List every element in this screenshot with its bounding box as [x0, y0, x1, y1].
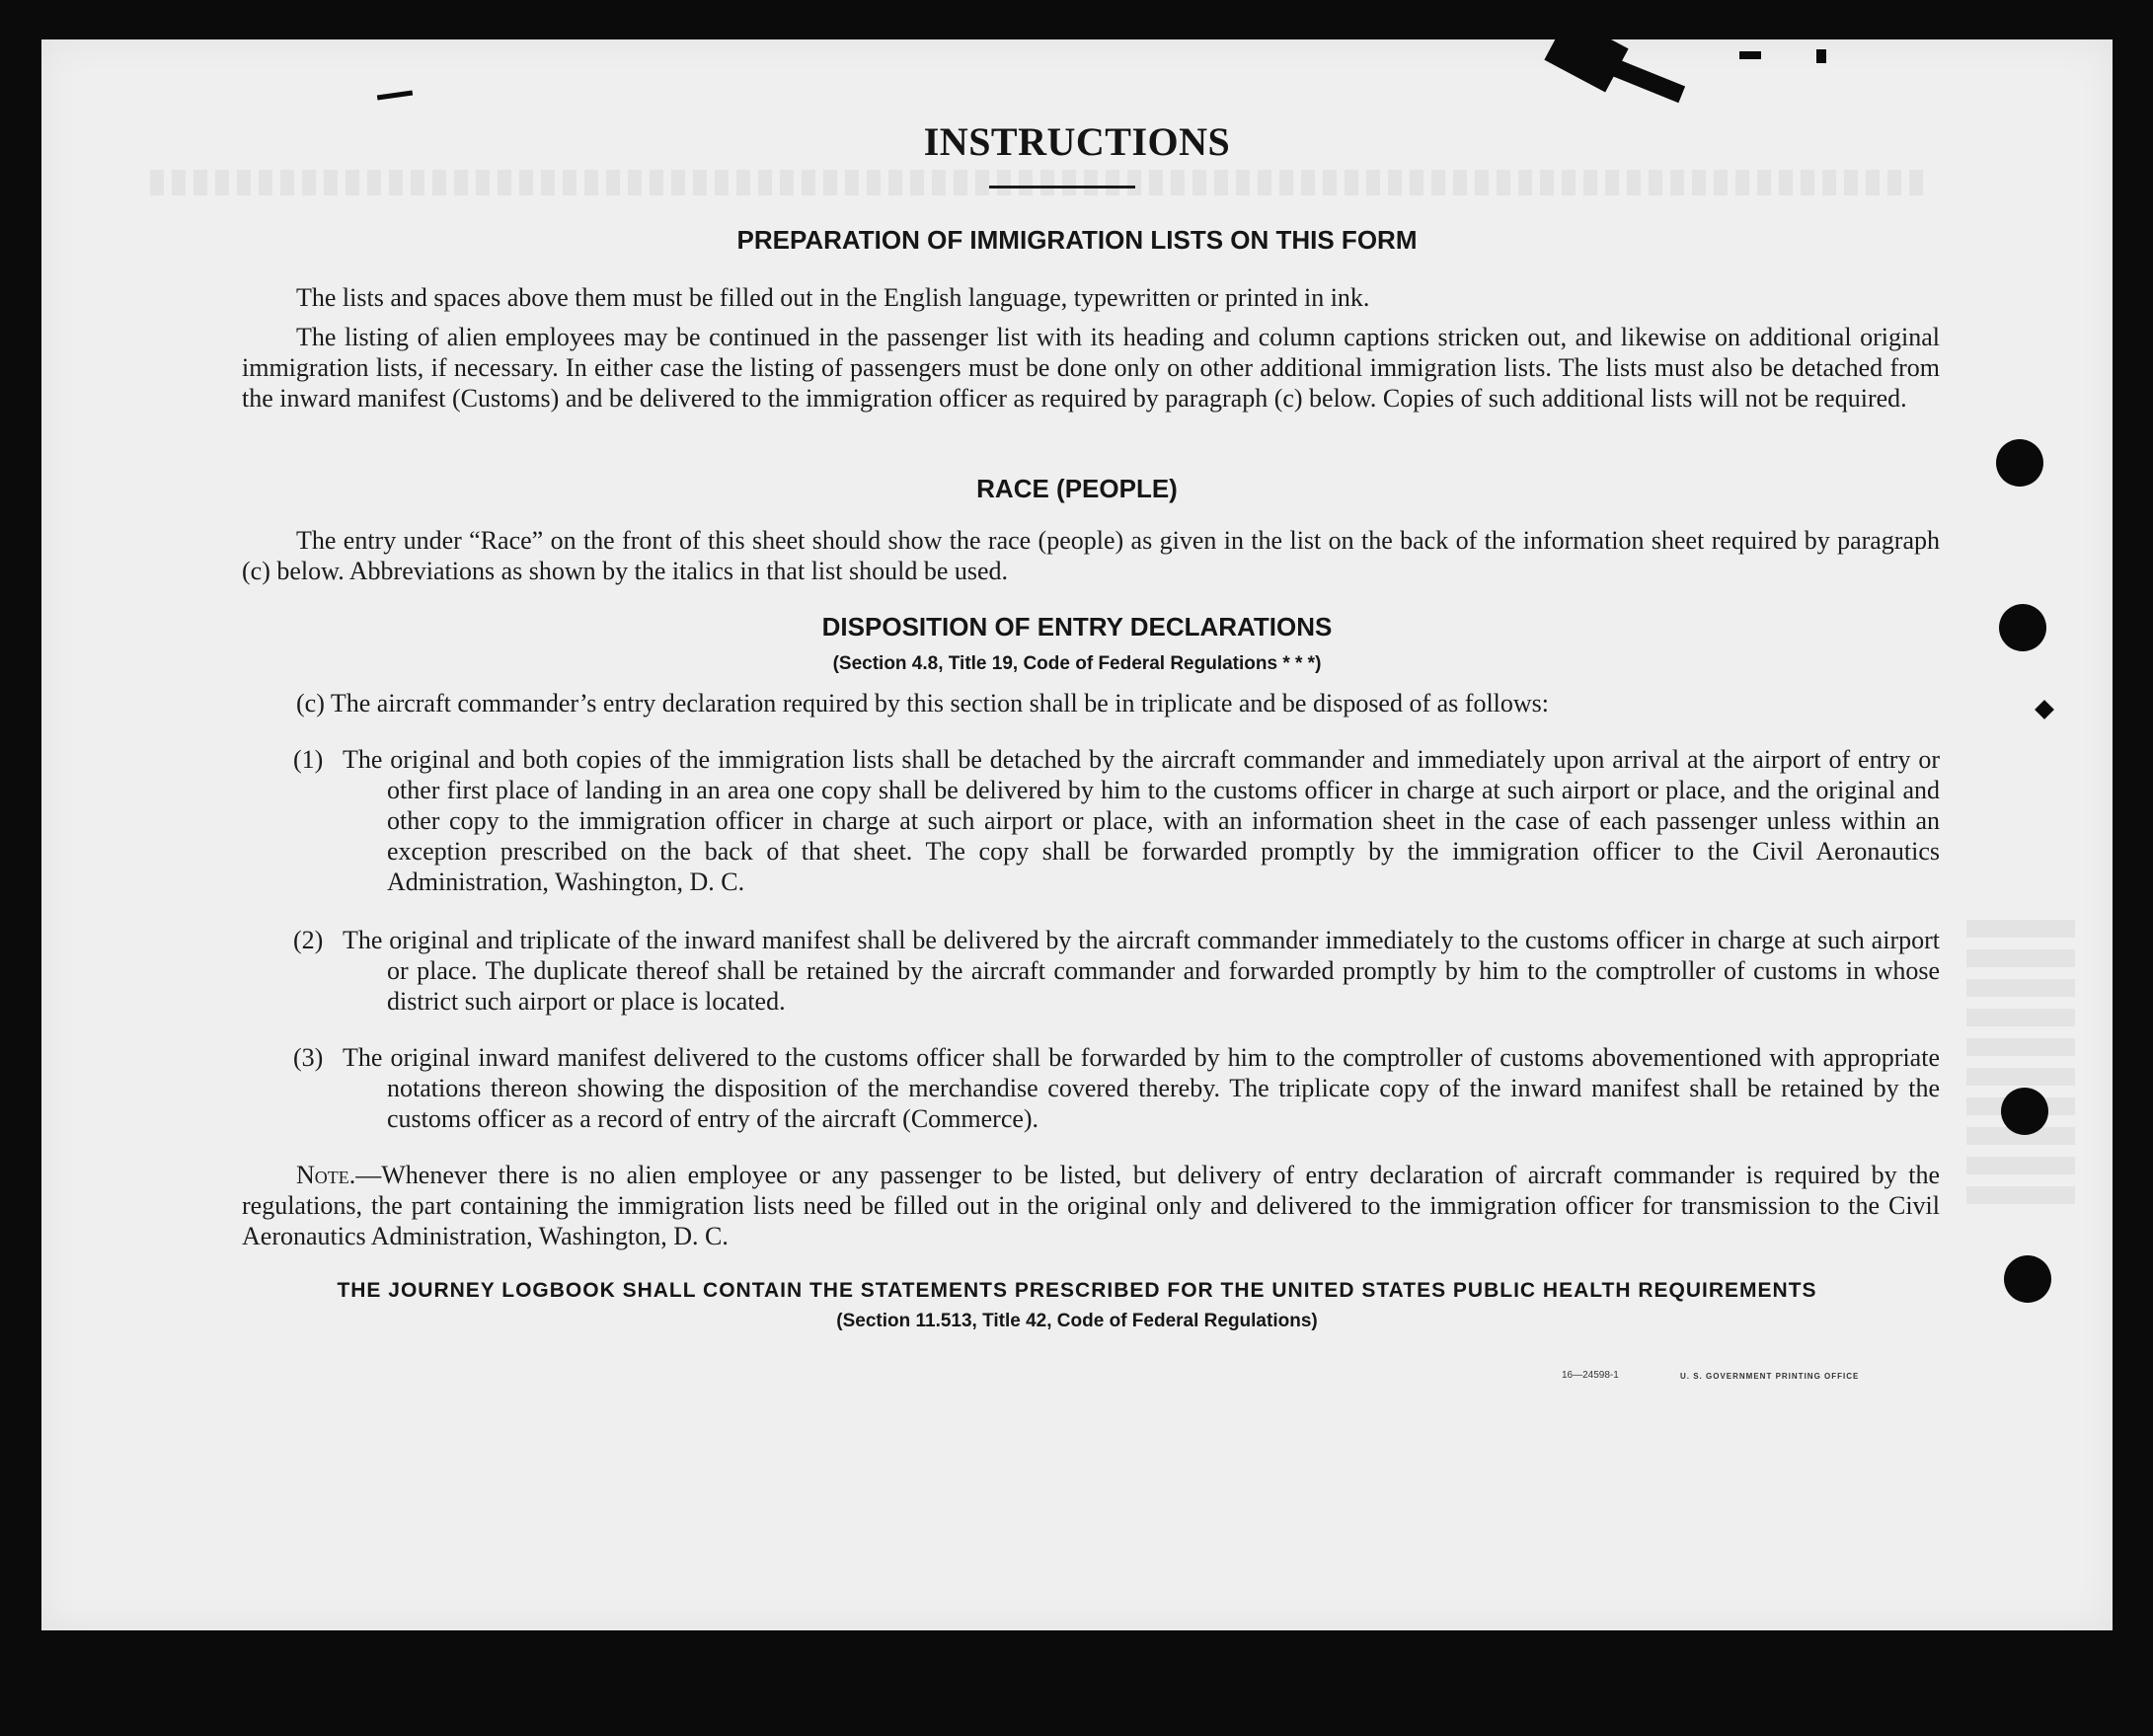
- section-heading-preparation: PREPARATION OF IMMIGRATION LISTS ON THIS FORM: [736, 225, 1418, 255]
- punch-hole: [2001, 1088, 2048, 1135]
- paper-sheet: [41, 39, 2113, 1630]
- list-item: [293, 1042, 1940, 1134]
- torn-edge: [1816, 49, 1826, 63]
- paragraph-alien-employees: The listing of alien employees may be continued in the passenger list with its heading and column captions stricken out, and likewise on additional original immigration lists, if necessary. In either case the listing of passengers must be done only on other additional immigration lists. The lists must also be detached from the inward manifest (Customs) and be delivered to the immigration officer as required by paragraph (c) below. Copies of such additional lists will not be required.: [242, 323, 1940, 413]
- note-paragraph: [242, 1160, 1940, 1251]
- page-title: INSTRUCTIONS: [923, 119, 1231, 164]
- list-item: [293, 744, 1940, 897]
- bleed-through-texture: [150, 170, 1927, 195]
- list-item: [293, 925, 1940, 1017]
- journey-citation: (Section 11.513, Title 42, Code of Federal Regulations): [836, 1311, 1318, 1331]
- paragraph-c-intro: (c) The aircraft commander’s entry declaration required by this section shall be in triplicate and be disposed of as follows:: [296, 689, 1550, 717]
- list-item-text: The original and triplicate of the inward manifest shall be delivered by the aircraft commander immediately to the customs officer in charge at such airport or place. The duplicate thereof shall be retained by the aircraft commander and forwarded promptly by him to the comptroller of customs in whose district such airport or place is located.: [343, 926, 1940, 1016]
- form-number: 16—24598-1: [1562, 1370, 1619, 1381]
- section-heading-race: RACE (PEOPLE): [976, 474, 1178, 503]
- title-rule: [989, 186, 1135, 189]
- printer-imprint: U. S. GOVERNMENT PRINTING OFFICE: [1680, 1372, 1860, 1381]
- list-item-number: (3): [293, 1043, 324, 1072]
- paragraph-race: The entry under “Race” on the front of this sheet should show the race (people) as given in the list on the back of the information sheet required by paragraph (c) below. Abbreviations as shown by the italics in that list should be used.: [242, 526, 1940, 585]
- note-label: Note.: [296, 1161, 356, 1189]
- list-item-number: (2): [293, 926, 324, 954]
- list-item-text: The original and both copies of the immigration lists shall be detached by the aircraft commander and immediately upon arrival at the airport of entry or other first place of landing in an area one copy shall be delivered by him to the customs officer in charge at such airport or place, and the original and other copy to the immigration officer in charge at such airport or place, with an information sheet in the case of each passenger unless within an exception prescribed on the back of that sheet. The copy shall be forwarded promptly by the immigration officer to the Civil Aeronautics Administration, Washington, D. C.: [343, 745, 1940, 896]
- list-item-text: The original inward manifest delivered to the customs officer shall be forwarded by him to the comptroller of customs abovementioned with appropriate notations thereon showing the disposition of the merchandise covered thereby. The triplicate copy of the inward manifest shall be retained by the customs officer as a record of entry of the aircraft (Commerce).: [343, 1043, 1940, 1133]
- torn-edge: [377, 91, 413, 101]
- punch-hole: [2004, 1255, 2051, 1303]
- torn-edge: [1739, 51, 1761, 59]
- journey-logbook-statement: THE JOURNEY LOGBOOK SHALL CONTAIN THE STATEMENTS PRESCRIBED FOR THE UNITED STATES PUBLIC HEALTH REQUIREMENTS: [337, 1279, 1817, 1302]
- section-heading-disposition: DISPOSITION OF ENTRY DECLARATIONS: [821, 612, 1333, 642]
- ink-mark: [2035, 700, 2054, 719]
- paragraph-language: The lists and spaces above them must be filled out in the English language, typewritten or printed in ink.: [296, 283, 1370, 312]
- section-subheading-citation: (Section 4.8, Title 19, Code of Federal Regulations * * *): [832, 653, 1322, 674]
- punch-hole: [1999, 604, 2046, 651]
- list-item-number: (1): [293, 745, 324, 774]
- note-text: —Whenever there is no alien employee or any passenger to be listed, but delivery of entry declaration of aircraft commander is required by the regulations, the part containing the immigration lists need be filled out in the original only and delivered to the immigration officer for transmission to the Civil Aeronautics Administration, Washington, D. C.: [242, 1161, 1940, 1250]
- bleed-through-texture: [1966, 908, 2075, 1204]
- punch-hole: [1996, 439, 2043, 487]
